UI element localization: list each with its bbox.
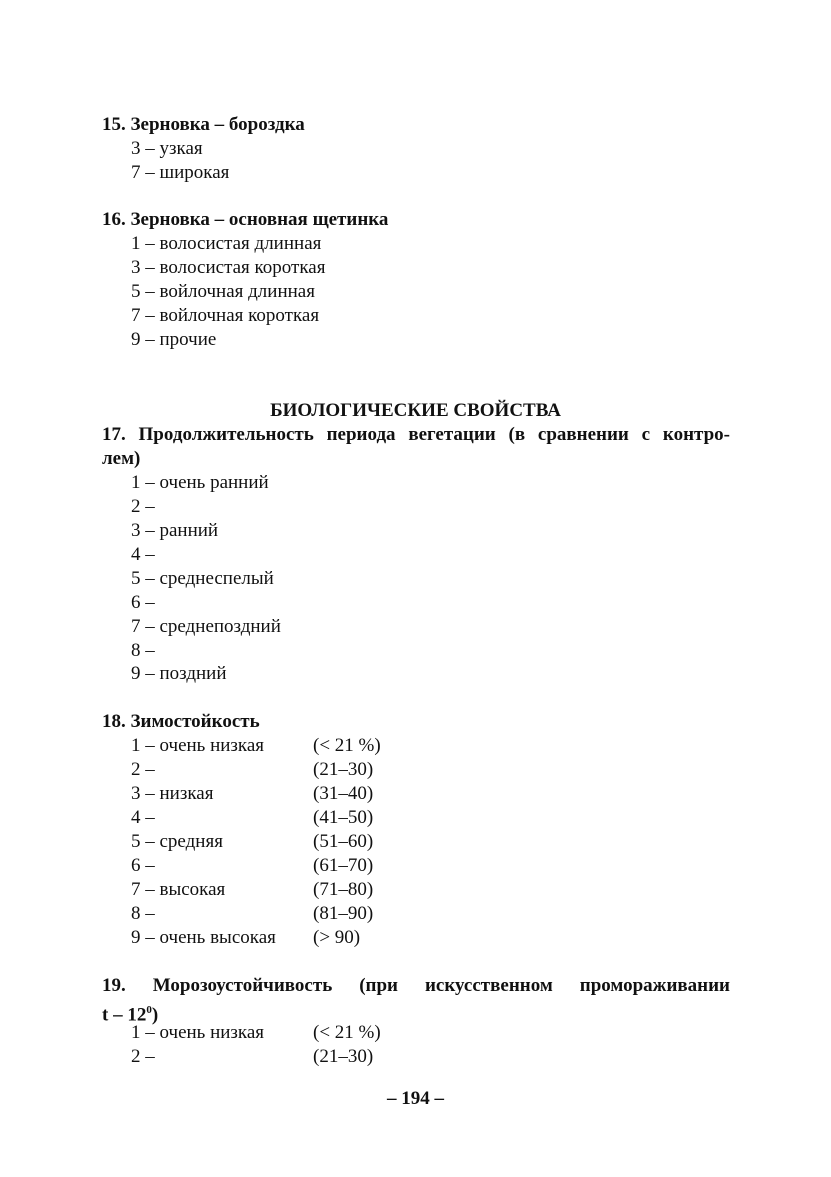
row-range: (< 21 %) (313, 735, 381, 756)
list-item: 9 – поздний (131, 663, 227, 684)
row-range: (81–90) (313, 903, 374, 924)
list-item: 5 – среднеспелый (131, 568, 274, 589)
list-item: 3 – волосистая короткая (131, 257, 326, 278)
list-item: 3 – ранний (131, 520, 219, 541)
row-range: (71–80) (313, 879, 374, 900)
row-range: (51–60) (313, 831, 374, 852)
section-15-heading: 15. Зерновка – бороздка (102, 114, 305, 135)
row-range: (< 21 %) (313, 1022, 381, 1043)
row-range: (> 90) (313, 927, 361, 948)
row-label: 1 – очень низкая (131, 735, 265, 756)
section-18-heading: 18. Зимостойкость (102, 711, 260, 732)
row-label: 1 – очень низкая (131, 1022, 265, 1043)
section-17-heading-cont: лем) (102, 448, 141, 469)
list-item: 1 – очень ранний (131, 472, 269, 493)
list-item: 9 – прочие (131, 329, 217, 350)
row-label: 2 – (131, 1046, 155, 1067)
section-17-heading: 17. Продолжительность периода вегетации (в сравнении с контро- (102, 424, 730, 445)
row-range: (31–40) (313, 783, 374, 804)
list-item: 8 – (131, 640, 155, 661)
row-label: 8 – (131, 903, 155, 924)
page-number: – 194 – (387, 1088, 444, 1109)
list-item: 5 – войлочная длинная (131, 281, 315, 302)
section-16-heading: 16. Зерновка – основная щетинка (102, 209, 389, 230)
row-label: 4 – (131, 807, 155, 828)
row-range: (21–30) (313, 1046, 374, 1067)
list-item: 1 – волосистая длинная (131, 233, 322, 254)
list-item: 6 – (131, 592, 155, 613)
section-title: БИОЛОГИЧЕСКИЕ СВОЙСТВА (270, 400, 561, 421)
row-range: (21–30) (313, 759, 374, 780)
row-label: 7 – высокая (131, 879, 226, 900)
row-label: 9 – очень высокая (131, 927, 276, 948)
row-label: 6 – (131, 855, 155, 876)
row-label: 2 – (131, 759, 155, 780)
section-19-heading-cont: t – $12^0$) (102, 1004, 159, 1026)
list-item: 7 – войлочная короткая (131, 305, 320, 326)
row-range: (61–70) (313, 855, 374, 876)
list-item: 2 – (131, 496, 155, 517)
list-item: 7 – среднепоздний (131, 616, 281, 637)
row-label: 3 – низкая (131, 783, 214, 804)
list-item: 7 – широкая (131, 162, 230, 183)
list-item: 4 – (131, 544, 155, 565)
list-item: 3 – узкая (131, 138, 203, 159)
row-label: 5 – средняя (131, 831, 223, 852)
section-19-heading: 19. Морозоустойчивость (при искусственном промораживании (102, 975, 730, 996)
row-range: (41–50) (313, 807, 374, 828)
